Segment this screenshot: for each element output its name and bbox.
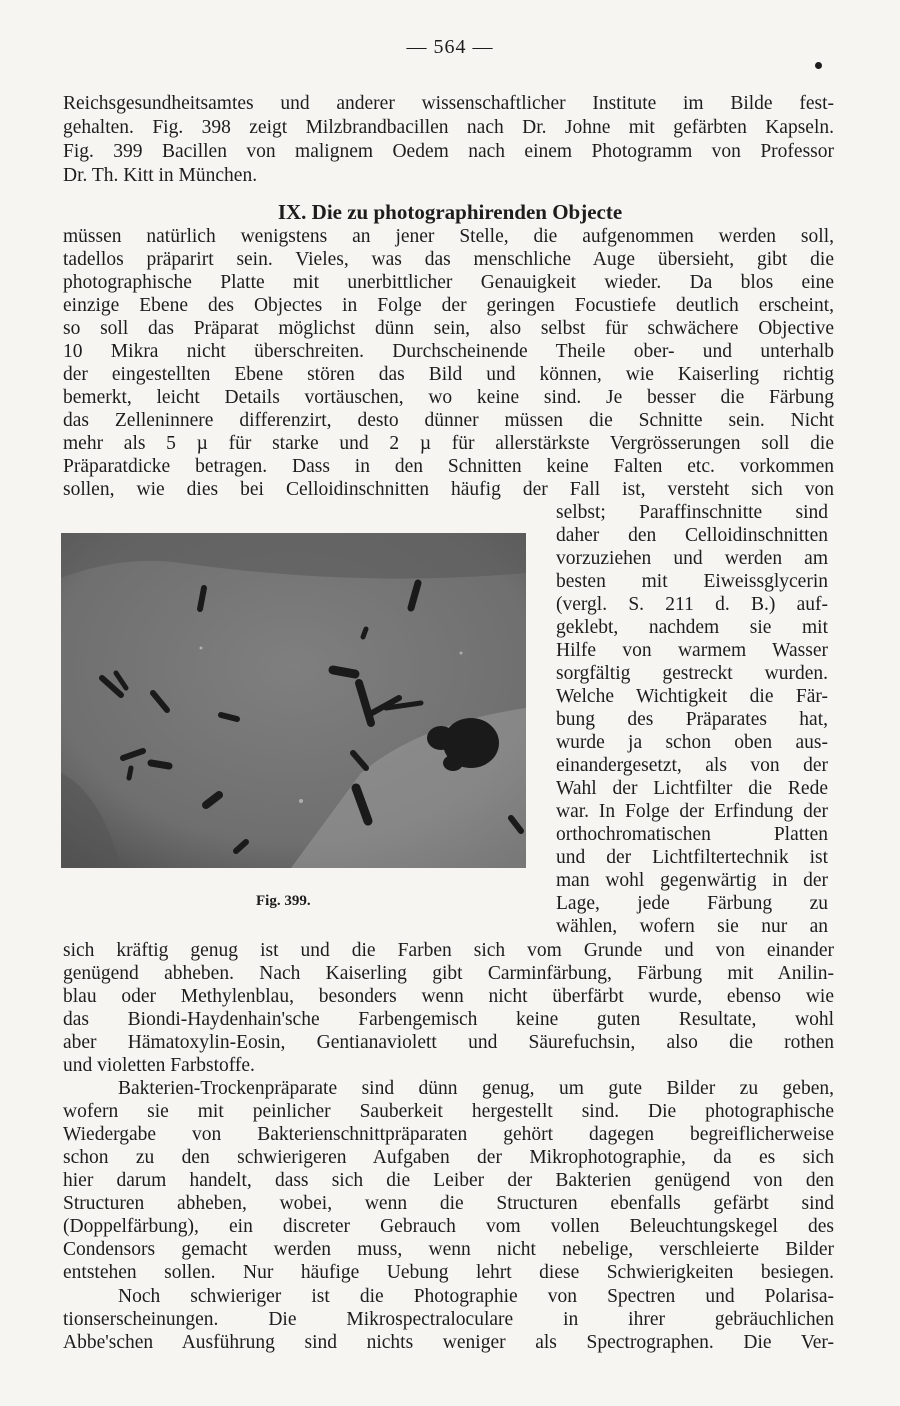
figure-caption: Fig. 399.	[256, 893, 311, 909]
text-line: man wohl gegenwärtig in der	[556, 870, 828, 891]
text-line: (Doppelfärbung), ein discreter Gebrauch vom vollen Beleuchtungskegel des	[63, 1216, 834, 1237]
text-line: war. In Folge der Erfindung der	[556, 801, 828, 822]
text-line: der eingestellten Ebene stören das Bild und können, wie Kaiserling richtig	[63, 364, 834, 385]
text-line: Reichsgesundheitsamtes und anderer wissenschaftlicher Institute im Bilde fest-	[63, 93, 834, 114]
text-line: müssen natürlich wenigstens an jener Stelle, die aufgenommen werden soll,	[63, 226, 834, 247]
text-line: Welche Wichtigkeit die Fär-	[556, 686, 828, 707]
section-heading: IX. Die zu photographirenden Objecte	[277, 200, 623, 224]
text-line: hier darum handelt, dass sich die Leiber der Bakterien genügend von den	[63, 1170, 834, 1191]
text-line: Präparatdicke betragen. Dass in den Schnitten keine Falten etc. vorkommen	[63, 456, 834, 477]
text-line: entstehen sollen. Nur häufige Uebung lehrt diese Schwierigkeiten besiegen.	[63, 1262, 834, 1283]
text-line: tionserscheinungen. Die Mikrospectraloculare in ihrer gebräuchlichen	[63, 1309, 834, 1330]
text-line: und violetten Farbstoffe.	[63, 1055, 255, 1076]
text-line: bung des Präparates hat,	[556, 709, 828, 730]
text-line: blau oder Methylenblau, besonders wenn nicht überfärbt wurde, ebenso wie	[63, 986, 834, 1007]
text-line: gehalten. Fig. 398 zeigt Milzbrandbacillen nach Dr. Johne mit gefärbten Kapseln.	[63, 117, 834, 138]
text-line: schon zu den schwierigeren Aufgaben der Mikrophotographie, da es sich	[63, 1147, 834, 1168]
text-line: sorgfältig gestreckt wurden.	[556, 663, 828, 684]
text-line: sollen, wie dies bei Celloidinschnitten häufig der Fall ist, versteht sich von	[63, 479, 834, 500]
text-line: photographische Platte mit unerbittlicher Genauigkeit wieder. Da blos eine	[63, 272, 834, 293]
text-line: Wiedergabe von Bakterienschnittpräparaten gehört dagegen begreiflicherweise	[63, 1124, 834, 1145]
page-number: — 564 —	[406, 36, 494, 58]
text-line: Fig. 399 Bacillen von malignem Oedem nach einem Photogramm von Professor	[63, 141, 834, 162]
micrograph-figure	[61, 533, 526, 868]
text-line: einzige Ebene des Objectes in Folge der geringen Focustiefe deutlich erscheint,	[63, 295, 834, 316]
text-line: wählen, wofern sie nur an	[556, 916, 828, 937]
text-line: sich kräftig genug ist und die Farben sich vom Grunde und von einander	[63, 940, 834, 961]
text-line: das Biondi-Haydenhain'sche Farbengemisch keine guten Resultate, wohl	[63, 1009, 834, 1030]
text-line: tadellos präparirt sein. Vieles, was das menschliche Auge übersieht, gibt die	[63, 249, 834, 270]
text-line: das Zelleninnere differenzirt, desto dünner müssen die Schnitte sein. Nicht	[63, 410, 834, 431]
text-line: Lage, jede Färbung zu	[556, 893, 828, 914]
text-line: so soll das Präparat möglichst dünn sein, also selbst für schwächere Objective	[63, 318, 834, 339]
text-line: wurde ja schon oben aus-	[556, 732, 828, 753]
text-line: besten mit Eiweissglycerin	[556, 571, 828, 592]
text-line: vorzuziehen und werden am	[556, 548, 828, 569]
text-line: geklebt, nachdem sie mit	[556, 617, 828, 638]
text-line: einandergesetzt, als von der	[556, 755, 828, 776]
text-line: Dr. Th. Kitt in München.	[63, 165, 258, 186]
text-line: aber Hämatoxylin-Eosin, Gentianaviolett und Säurefuchsin, also die rothen	[63, 1032, 834, 1053]
text-line: und der Lichtfiltertechnik ist	[556, 847, 828, 868]
text-line: Bakterien-Trockenpräparate sind dünn genug, um gute Bilder zu geben,	[118, 1078, 834, 1099]
bacilli-micrograph-image	[61, 533, 526, 868]
page-mark-dot	[815, 62, 822, 69]
text-line: Condensors gemacht werden muss, wenn nicht nebelige, verschleierte Bilder	[63, 1239, 834, 1260]
text-line: Hilfe von warmem Wasser	[556, 640, 828, 661]
text-line: Structuren abheben, wobei, wenn die Structuren ebenfalls gefärbt sind	[63, 1193, 834, 1214]
text-line: wofern sie mit peinlicher Sauberkeit hergestellt sind. Die photographische	[63, 1101, 834, 1122]
text-line: Noch schwieriger ist die Photographie von Spectren und Polarisa-	[118, 1286, 834, 1307]
text-line: selbst; Paraffinschnitte sind	[556, 502, 828, 523]
text-line: Abbe'schen Ausführung sind nichts weniger als Spectrographen. Die Ver-	[63, 1332, 834, 1353]
text-line: 10 Mikra nicht überschreiten. Durchscheinende Theile ober- und unterhalb	[63, 341, 834, 362]
text-line: genügend abheben. Nach Kaiserling gibt Carminfärbung, Färbung mit Anilin-	[63, 963, 834, 984]
text-line: (vergl. S. 211 d. B.) auf-	[556, 594, 828, 615]
text-line: daher den Celloidinschnitten	[556, 525, 828, 546]
text-line: bemerkt, leicht Details vortäuschen, wo keine sind. Je besser die Färbung	[63, 387, 834, 408]
text-line: Wahl der Lichtfilter die Rede	[556, 778, 828, 799]
text-line: orthochromatischen Platten	[556, 824, 828, 845]
text-line: mehr als 5 µ für starke und 2 µ für allerstärkste Vergrösserungen soll die	[63, 433, 834, 454]
